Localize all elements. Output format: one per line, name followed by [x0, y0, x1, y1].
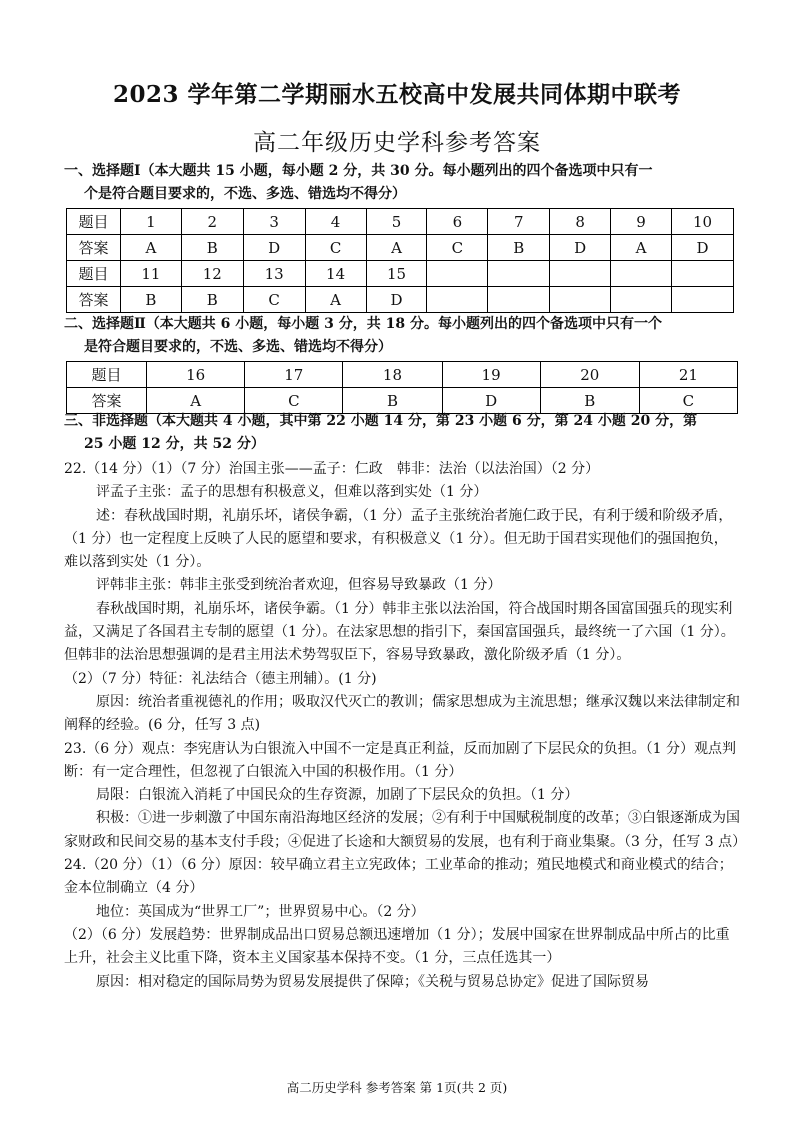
table-cell: 2 — [181, 209, 243, 235]
table-cell: C — [245, 388, 343, 414]
table-cell: B — [181, 287, 243, 313]
row-label-answer: 答案 — [67, 287, 121, 313]
table-cell: D — [672, 235, 734, 261]
table-cell: A — [147, 388, 245, 414]
section3-heading — [64, 410, 736, 456]
table-cell: 16 — [147, 362, 245, 388]
table-cell: 11 — [120, 261, 181, 287]
table-cell: B — [120, 287, 181, 313]
answer-paragraph: 原因：相对稳定的国际局势为贸易发展提供了保障；《关税与贸易总协定》促进了国际贸易 — [96, 973, 649, 990]
table-cell: 1 — [120, 209, 181, 235]
answer-paragraph: 春秋战国时期，礼崩乐坏，诸侯争霸。（1 分）韩非主张以法治国，符合战国时期各国富国强兵的现实利益，又满足了各国君主专制的愿望（1 分）。在法家思想的指引下，秦国富国强兵，最终统一了六国（1 分）。但韩非的法治思想强调的是君主用法术势驾驭臣下，容易导致暴政，激化阶级矛盾（1 分）。 — [64, 600, 735, 664]
table-cell: C — [243, 287, 305, 313]
table-cell — [550, 261, 611, 287]
table-row — [67, 235, 734, 261]
answer-paragraph: （2）（6 分）发展趋势：世界制成品出口贸易总额迅速增加（1 分）；发展中国家在世界制成品中所占的比重上升，社会主义比重下降，资本主义国家基本保持不变。（1 分，三点任选其一） — [64, 926, 730, 967]
table-cell — [672, 261, 734, 287]
table-cell: 21 — [639, 362, 737, 388]
section2-line1: 二、选择题Ⅱ（本大题共 6 小题，每小题 3 分，共 18 分。每小题列出的四个备选项中只有一个 — [64, 316, 663, 332]
table-cell — [427, 287, 488, 313]
table-cell: 14 — [305, 261, 366, 287]
table-cell: 9 — [611, 209, 672, 235]
section1-line2: 个是符合题目要求的，不选、多选、错选均不得分） — [84, 186, 406, 202]
table-cell: 12 — [181, 261, 243, 287]
row-label-answer: 答案 — [67, 235, 121, 261]
table-cell — [611, 287, 672, 313]
table-cell: A — [305, 287, 366, 313]
table-cell: 18 — [343, 362, 442, 388]
table-cell: C — [427, 235, 488, 261]
answer-paragraph: 局限：白银流入消耗了中国民众的生存资源，加剧了下层民众的负担。（1 分） — [96, 787, 579, 804]
row-label-question: 题目 — [67, 209, 121, 235]
table-row — [67, 261, 734, 287]
table-cell: 17 — [245, 362, 343, 388]
section1-line1: 一、选择题Ⅰ（本大题共 15 小题，每小题 2 分，共 30 分。每小题列出的四个备选项中只有一 — [64, 163, 653, 179]
table-cell: B — [181, 235, 243, 261]
row-label-question: 题目 — [67, 261, 121, 287]
answer-paragraph: 23.（6 分）观点：李宪唐认为白银流入中国不一定是真正利益，反而加剧了下层民众的负担。（1 分）观点判断：有一定合理性，但忽视了白银流入中国的积极作用。（1 分） — [64, 740, 736, 780]
section1-heading — [64, 160, 736, 206]
table-cell: D — [550, 235, 611, 261]
section2-heading — [64, 313, 736, 359]
table-cell: A — [611, 235, 672, 261]
table-cell: 6 — [427, 209, 488, 235]
section3-line2: 25 小题 12 分，共 52 分） — [84, 436, 265, 452]
table-row — [67, 362, 738, 388]
table-cell: B — [488, 235, 550, 261]
table-cell: 5 — [366, 209, 427, 235]
table-cell: C — [305, 235, 366, 261]
section1-answer-table — [66, 208, 734, 313]
table-cell: A — [366, 235, 427, 261]
answer-key-title: 高二年级历史学科参考答案 — [253, 130, 541, 156]
table-cell — [611, 261, 672, 287]
table-cell — [550, 287, 611, 313]
answer-paragraph: （2）（7 分）特征：礼法结合（德主刑辅）。(1 分) — [64, 670, 377, 687]
table-cell — [488, 287, 550, 313]
table-cell: 19 — [442, 362, 540, 388]
table-cell — [672, 287, 734, 313]
answer-paragraph: 评孟子主张：孟子的思想有积极意义，但难以落到实处（1 分） — [96, 484, 488, 501]
table-cell: 3 — [243, 209, 305, 235]
table-cell: 10 — [672, 209, 734, 235]
table-cell: 13 — [243, 261, 305, 287]
table-cell: 8 — [550, 209, 611, 235]
section2-answer-table — [66, 361, 738, 414]
answer-paragraph: 24.（20 分）（1）（6 分）原因：较早确立君主立宪政体；工业革命的推动；殖民地模式和商业模式的结合；金本位制确立（4 分） — [64, 857, 733, 897]
table-cell: C — [639, 388, 737, 414]
table-row — [67, 287, 734, 313]
answer-paragraph: 评韩非主张：韩非主张受到统治者欢迎，但容易导致暴政（1 分） — [96, 577, 502, 594]
exam-title: 2023 学年第二学期丽水五校高中发展共同体期中联考 — [112, 81, 682, 108]
table-cell: 20 — [540, 362, 639, 388]
table-cell: 15 — [366, 261, 427, 287]
table-cell: D — [243, 235, 305, 261]
section3-line1: 三、非选择题（本大题共 4 小题，其中第 22 小题 14 分，第 23 小题 6 分，第 24 小题 20 分，第 — [64, 413, 698, 429]
table-cell: D — [442, 388, 540, 414]
answer-paragraph: 22.（14 分）（1）（7 分）治国主张——孟子：仁政 韩非：法治（以法治国）（2 分） — [64, 461, 600, 477]
row-label-answer: 答案 — [67, 388, 147, 414]
table-cell: D — [366, 287, 427, 313]
table-cell — [427, 261, 488, 287]
section2-line2: 是符合题目要求的，不选、多选、错选均不得分） — [84, 339, 392, 355]
table-cell: 7 — [488, 209, 550, 235]
page-footer: 高二历史学科 参考答案 第 1页(共 2 页) — [286, 1080, 508, 1095]
table-cell: 4 — [305, 209, 366, 235]
table-cell: B — [540, 388, 639, 414]
row-label-question: 题目 — [67, 362, 147, 388]
table-cell: A — [120, 235, 181, 261]
answer-paragraph: 地位：英国成为“世界工厂”；世界贸易中心。（2 分） — [96, 903, 425, 920]
answer-body — [64, 458, 747, 994]
table-cell — [488, 261, 550, 287]
answer-paragraph: 原因：统治者重视德礼的作用；吸取汉代灭亡的教训；儒家思想成为主流思想；继承汉魏以来法律制定和阐释的经验。(6 分，任写 3 点) — [64, 693, 740, 734]
answer-paragraph: 积极：①进一步刺激了中国东南沿海地区经济的发展；②有利于中国赋税制度的改革；③白银逐渐成为国家财政和民间交易的基本支付手段；④促进了长途和大额贸易的发展，也有利于商业集聚。（3 分，任写 3 点） — [64, 810, 747, 850]
answer-paragraph: 述：春秋战国时期，礼崩乐坏，诸侯争霸，（1 分）孟子主张统治者施仁政于民，有利于缓和阶级矛盾，（1 分）也一定程度上反映了人民的愿望和要求，有积极意义（1 分）。但无助于国君实现他们的强国抱负，难以落到实处（1 分）。 — [64, 507, 733, 571]
table-cell: B — [343, 388, 442, 414]
table-row — [67, 209, 734, 235]
